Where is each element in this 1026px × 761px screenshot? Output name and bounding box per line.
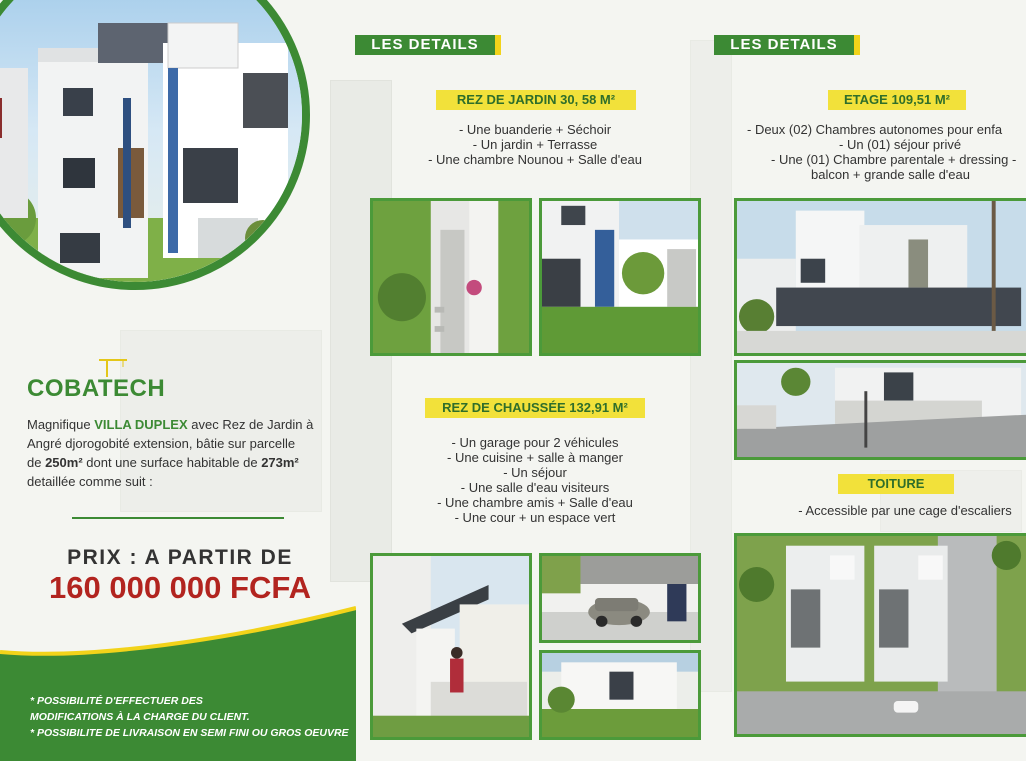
ground-floor-photo-entrance bbox=[370, 553, 532, 740]
parcel-area: 250m² bbox=[45, 455, 83, 470]
list-item: - Une (01) Chambre parentale + dressing - bbox=[771, 152, 1017, 167]
rez-jardin-list bbox=[390, 122, 680, 167]
ground-floor-photo-courtyard bbox=[539, 650, 701, 740]
intro-text: dont une surface habitable de bbox=[82, 455, 262, 470]
cobatech-logo bbox=[27, 375, 165, 403]
hero-villa-image bbox=[0, 0, 310, 290]
etage-title: ETAGE 109,51 M² bbox=[828, 90, 966, 110]
villa-description bbox=[27, 415, 342, 491]
intro-text: Magnifique bbox=[27, 417, 95, 432]
list-item: - Une buanderie + Séchoir bbox=[458, 122, 612, 137]
list-item: - Accessible par une cage d'escaliers bbox=[798, 503, 1012, 518]
details-header-right: LES DETAILS bbox=[714, 35, 860, 55]
living-area: 273m² bbox=[261, 455, 299, 470]
list-item: - Une cour + un espace vert bbox=[454, 510, 616, 525]
upper-floor-photo-facade bbox=[734, 198, 1026, 356]
intro-text: avec Rez de Jardin à bbox=[187, 417, 314, 432]
toiture-list bbox=[770, 503, 1026, 518]
rez-jardin-title: REZ DE JARDIN 30, 58 M² bbox=[436, 90, 636, 110]
list-item: - Une salle d'eau visiteurs bbox=[460, 480, 610, 495]
details-header-middle: LES DETAILS bbox=[355, 35, 501, 55]
list-item: balcon + grande salle d'eau bbox=[811, 167, 970, 182]
note-line: MODIFICATIONS À LA CHARGE DU CLIENT. bbox=[30, 711, 250, 723]
toiture-title: TOITURE bbox=[838, 474, 954, 494]
price-label: PRIX : A PARTIR DE bbox=[67, 546, 293, 569]
list-item: - Un jardin + Terrasse bbox=[472, 137, 598, 152]
list-item: - Une chambre amis + Salle d'eau bbox=[437, 495, 633, 510]
divider bbox=[72, 517, 284, 519]
rez-chaussee-list bbox=[390, 435, 680, 525]
ground-floor-photo-garage bbox=[539, 553, 701, 643]
rez-chaussee-title: REZ DE CHAUSSÉE 132,91 M² bbox=[425, 398, 645, 418]
logo-text: COBATECH bbox=[27, 375, 166, 402]
note-line: * POSSIBILITE DE LIVRAISON EN SEMI FINI OU GROS OEUVRE bbox=[30, 727, 349, 739]
list-item: - Une cuisine + salle à manger bbox=[447, 450, 623, 465]
list-item: - Deux (02) Chambres autonomes pour enfa bbox=[747, 122, 1003, 137]
garden-photo-1 bbox=[370, 198, 532, 356]
intro-text: detaillée comme suit : bbox=[27, 474, 153, 489]
list-item: - Un séjour bbox=[503, 465, 567, 480]
list-item: - Une chambre Nounou + Salle d'eau bbox=[428, 152, 642, 167]
note-line: * POSSIBILITÉ D'EFFECTUER DES bbox=[30, 695, 203, 707]
intro-text: de bbox=[27, 455, 46, 470]
villa-duplex-highlight: VILLA DUPLEX bbox=[94, 417, 188, 432]
upper-floor-photo-street bbox=[734, 360, 1026, 460]
list-item: - Un (01) séjour privé bbox=[839, 137, 962, 152]
list-item: - Un garage pour 2 véhicules bbox=[451, 435, 619, 450]
price-value: 160 000 000 FCFA bbox=[49, 570, 311, 605]
crane-icon bbox=[97, 355, 129, 379]
garden-photo-2 bbox=[539, 198, 701, 356]
roof-aerial-photo bbox=[734, 533, 1026, 737]
intro-text: Angré djorogobité extension, bâtie sur parcelle bbox=[27, 436, 296, 451]
footer-notes bbox=[30, 693, 349, 741]
etage-list bbox=[747, 122, 1026, 182]
